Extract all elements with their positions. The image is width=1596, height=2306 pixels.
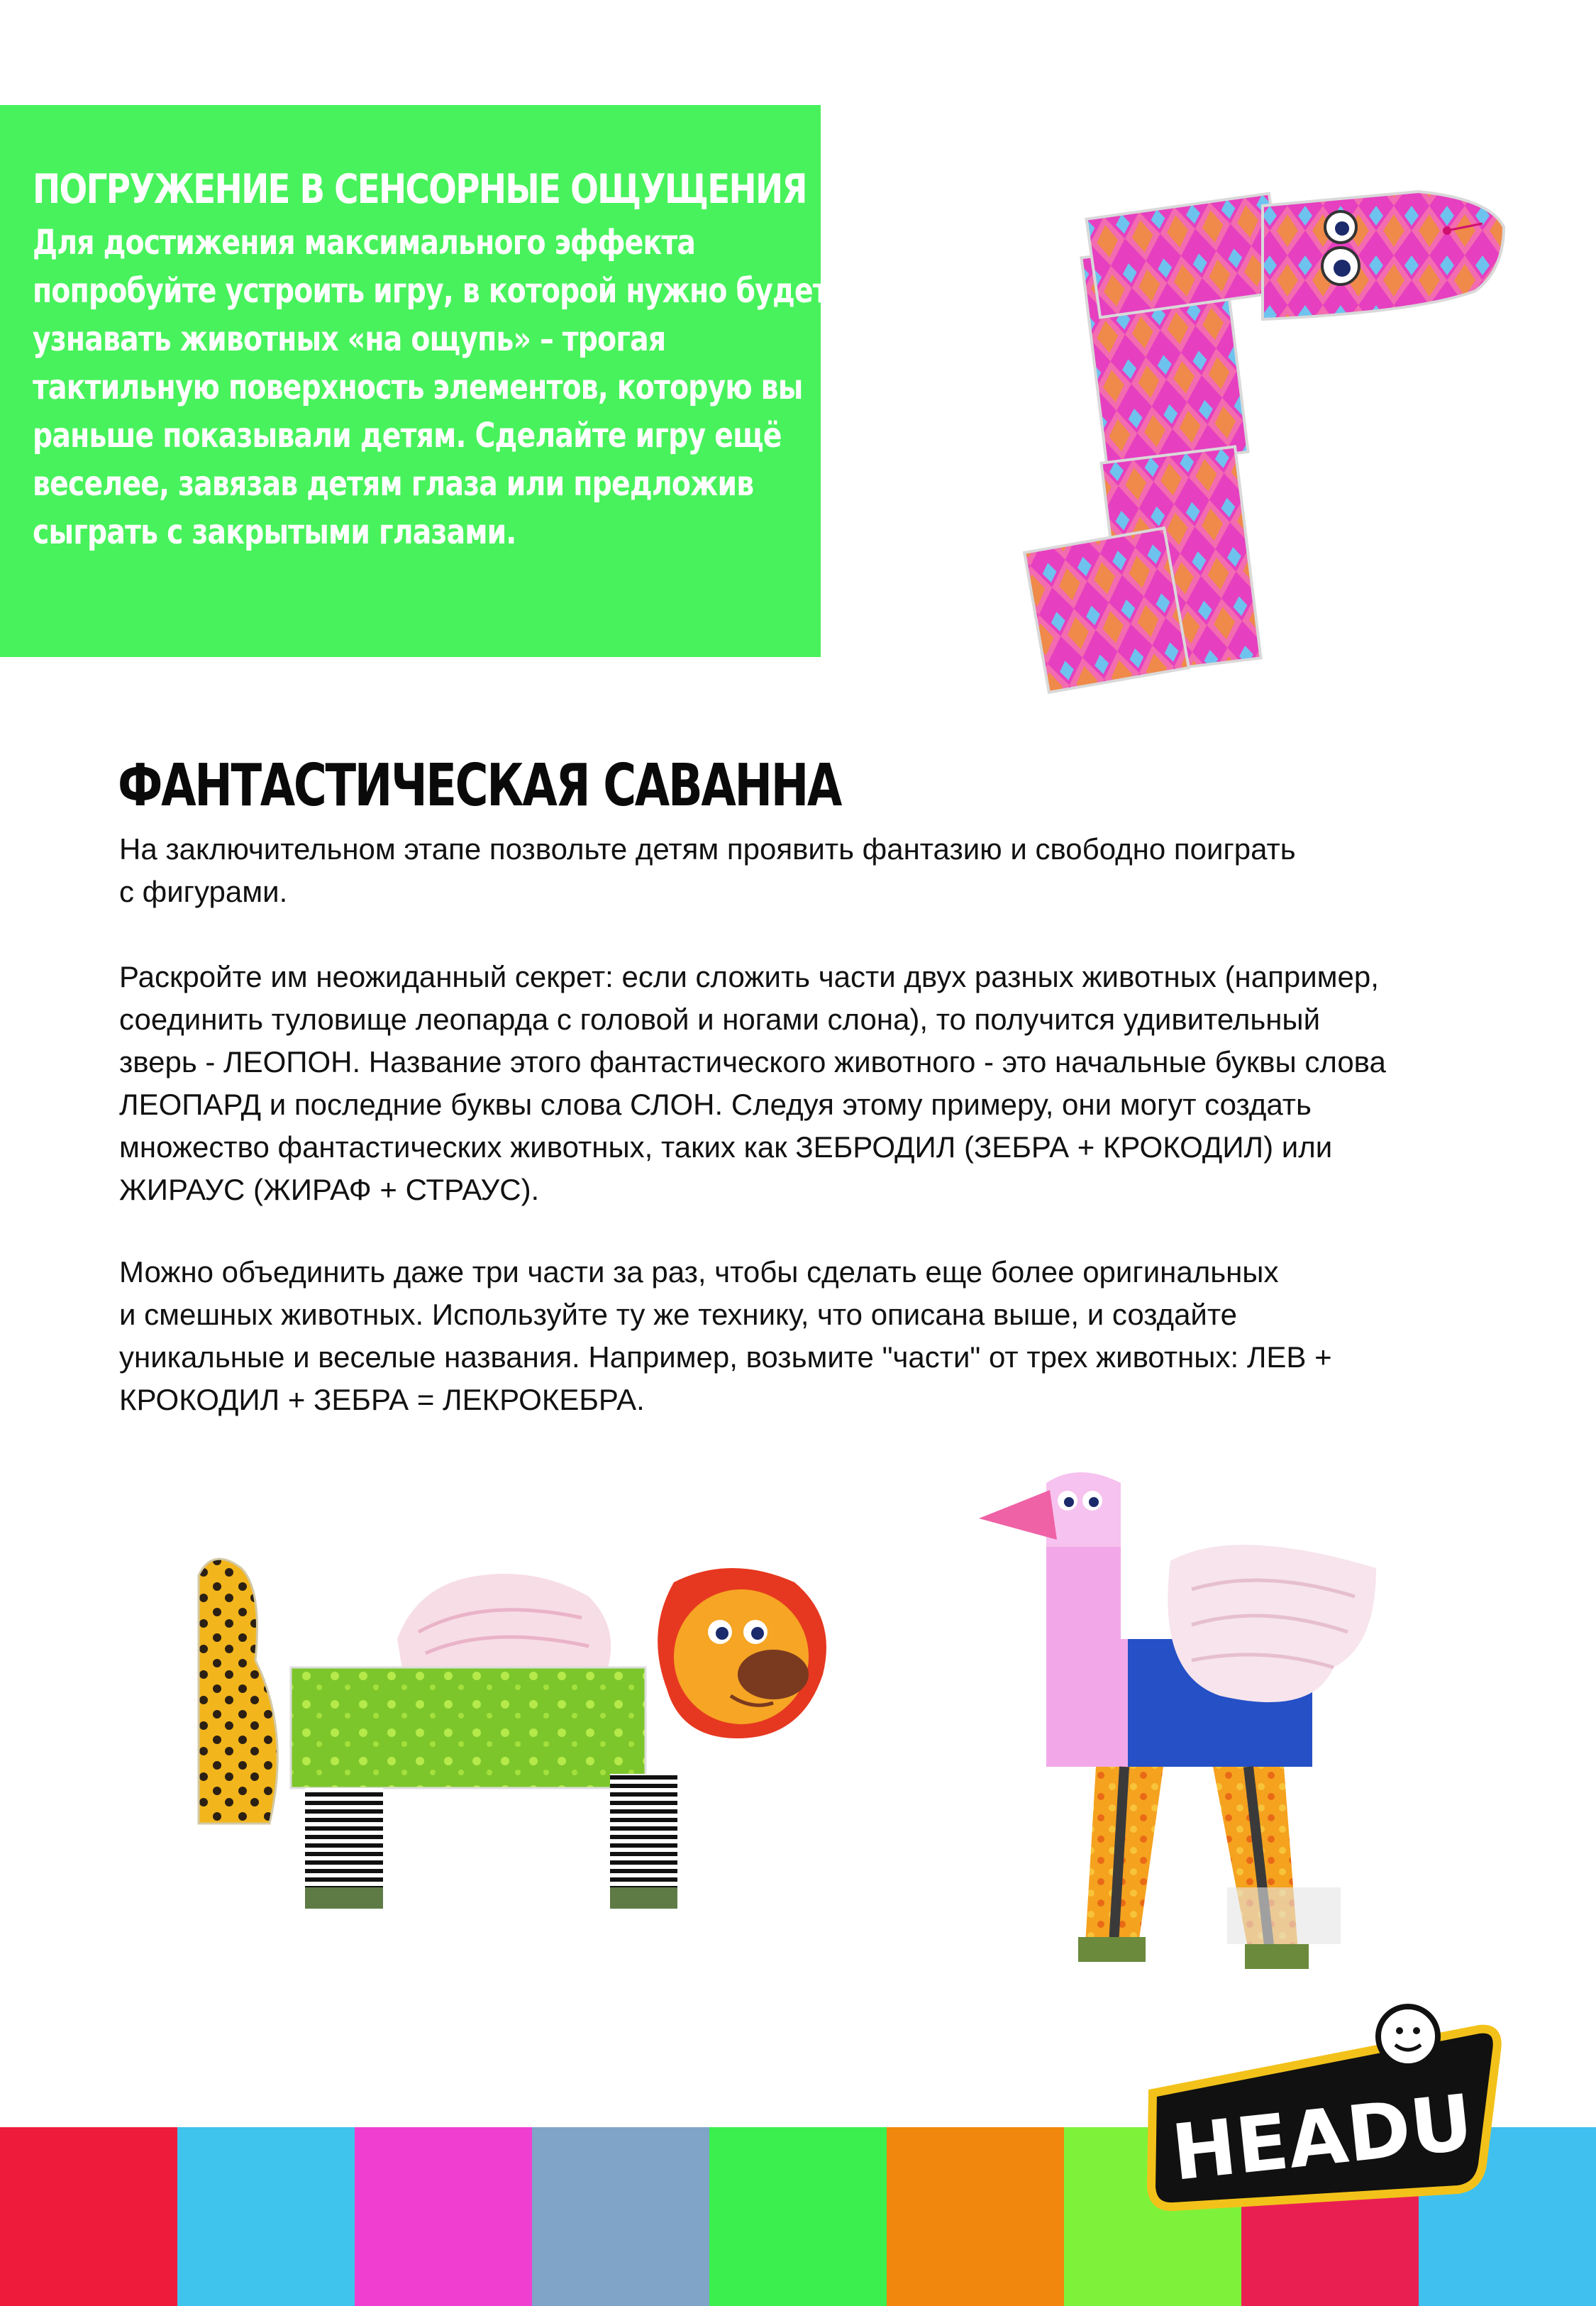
paragraph-three-parts [119, 1251, 1538, 1421]
text-line: Можно объединить даже три части за раз, чтобы сделать еще более оригинальных [119, 1255, 1279, 1289]
tip-line: сыграть с закрытыми глазами. [33, 512, 516, 552]
tip-line: Для достижения максимального эффекта [33, 223, 696, 263]
stripe [709, 2127, 887, 2306]
combined-animal-illustration [184, 1554, 837, 1923]
section-title: ФАНТАСТИЧЕСКАЯ САВАННА [118, 752, 841, 820]
text-line: На заключительном этапе позвольте детям проявить фантазию и свободно поиграть [119, 832, 1296, 866]
logo-text: HEADU [1168, 2078, 1478, 2198]
text-line: уникальные и веселые названия. Например, возьмите "части" от трех животных: ЛЕВ + [119, 1340, 1332, 1374]
tip-line: узнавать животных «на ощупь» – трогая [33, 319, 666, 359]
headu-logo [1138, 2001, 1507, 2214]
stripe [355, 2127, 532, 2306]
tip-line: веселее, завязав детям глаза или предложив [33, 464, 754, 504]
paragraph-intro [119, 828, 1538, 913]
text-line: и смешных животных. Используйте ту же технику, что описана выше, и создайте [119, 1298, 1238, 1331]
tip-body [33, 219, 829, 556]
text-line: Раскройте им неожиданный секрет: если сложить части двух разных животных (например, [119, 960, 1379, 993]
tip-line: раньше показывали детям. Сделайте игру ещё [33, 416, 782, 456]
stripe [532, 2127, 709, 2306]
tip-title: ПОГРУЖЕНИЕ В СЕНСОРНЫЕ ОЩУЩЕНИЯ [33, 166, 807, 213]
ostrich-illustration [979, 1462, 1390, 1987]
stripe [177, 2127, 355, 2306]
tip-line: попробуйте устроить игру, в которой нужно будет [33, 271, 829, 311]
tip-line: тактильную поверхность элементов, которую вы [33, 368, 803, 407]
text-line: множество фантастических животных, таких как ЗЕБРОДИЛ (ЗЕБРА + КРОКОДИЛ) или [119, 1130, 1333, 1164]
text-line: с фигурами. [119, 875, 288, 908]
snake-illustration [1021, 156, 1518, 695]
text-line: ЛЕОПАРД и последние буквы слова СЛОН. Следуя этому примеру, они могут создать [119, 1088, 1312, 1121]
stripe [0, 2127, 177, 2306]
stripe [887, 2127, 1064, 2306]
text-line: КРОКОДИЛ + ЗЕБРА = ЛЕКРОКЕБРА. [119, 1383, 645, 1416]
text-line: ЖИРАУС (ЖИРАФ + СТРАУС). [119, 1173, 540, 1206]
text-line: соединить туловище леопарда с головой и ногами слона), то получится удивительный [119, 1003, 1321, 1036]
text-line: зверь - ЛЕОПОН. Название этого фантастического животного - это начальные буквы слова [119, 1045, 1386, 1078]
paragraph-secret [119, 956, 1538, 1211]
